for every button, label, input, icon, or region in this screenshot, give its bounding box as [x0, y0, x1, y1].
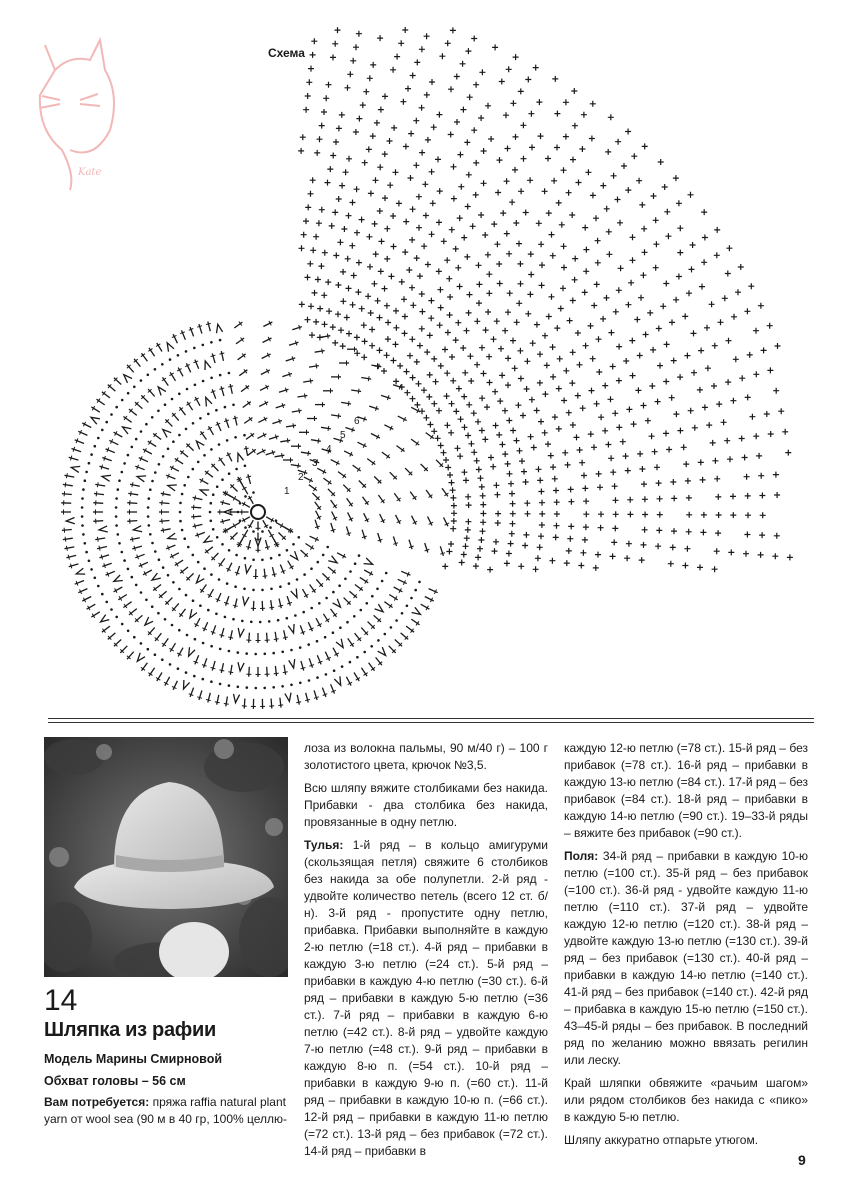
instructions-paragraph: Край шляпки обвяжите «рачьим шагом» или рядом столбиков без накида с «пико» в каждую 5-ю петлю.: [564, 1076, 808, 1124]
instructions-brim: Поля: 34-й ряд – прибавки в каждую 10-ю петлю (=100 ст.). 35-й ряд – без прибавок (=100 ст.). 36-й ряд - удвойте каждую 11-ю петлю (=110 ст.). 37-й ряд – удвойте каждую 12-ю петлю (=120 ст.). 38-й ряд – удвойте каждую 13-ю петлю (=130 ст.). 39-й ряд – без прибавок (=130 ст.). 40-й ряд – прибавки в каждую 14-ю петлю (=140 ст.). 41-й ряд – без прибавок (=140 ст.). 42-й ряд – прибавка в каждую 15-ю петлю (=150 ст.). 43–45-й ряды – без прибавок. В последний ряд по желанию можно ввязать регилин или леску.: [564, 849, 808, 1067]
instructions-paragraph: Всю шляпу вяжите столбиками без накида. Прибавки - два столбика без накида, провязанные в одну петлю.: [304, 781, 548, 829]
divider: [48, 722, 814, 723]
designer: Модель Марины Смирновой: [44, 1052, 223, 1066]
materials-label: Вам потребуется:: [44, 1095, 150, 1109]
magic-ring: [251, 505, 265, 519]
instructions-paragraph: каждую 12-ю петлю (=78 ст.). 15-й ряд – без прибавок (=78 ст.). 16-й ряд – прибавки в каждую 13-ю петлю (=84 ст.). 17-й ряд – без прибавок (=84 ст.). 18-й ряд – прибавки в каждую 14-ю петлю (=90 ст.). 19–33-й ряды – вяжите без прибавок (=90 ст.).: [564, 741, 808, 840]
row-number-label: 3: [312, 458, 318, 469]
chart-brim-wedge: [234, 27, 793, 573]
cat-logo-watermark: [40, 40, 114, 190]
instructions-paragraph: лоза из волокна пальмы, 90 м/40 г) – 100 г золотистого цвета, крючок №3,5.: [304, 741, 548, 772]
row-number-label: 4: [326, 444, 332, 455]
svg-text:Kate: Kate: [78, 167, 102, 178]
instructions-column-3: [564, 740, 808, 1155]
materials-text: пряжа raffia natural plant yarn от wool sea (90 м в 40 гр, 100% целлю-: [44, 1095, 288, 1126]
row-number-label: 1: [284, 486, 290, 497]
divider: [48, 718, 814, 719]
instructions-crown: Тулья: 1-й ряд – в кольцо амигуруми (скользящая петля) свяжите 6 столбиков без накида за обе полупетли. 2-й ряд - удвойте количество петель (всего 12 ст. б/н). 3-й ряд - пропустите одну петлю, прибавка. Прибавки выполняйте в каждую 2-ю петлю (=18 ст.). 4-й ряд – прибавки в каждую 3-ю петлю (=24 ст.). 5-й ряд – прибавки в каждую 4-ю петлю (=30 ст.). 6-й ряд – прибавки в каждую 5-ю петлю (=36 ст.). 7-й ряд – прибавки в каждую 6-ю петлю (=42 ст.). 8-й ряд – удвойте каждую 7-ю петлю (=48 ст.). 9-й ряд – прибавки в каждую 8-ю п. (=54 ст.). 10-й ряд – прибавки в каждую 9-ю п. (=60 ст.). 11-й ряд – прибавки в каждую 10-ю п. (=66 ст.). 12-й ряд – прибавки в каждую 11-ю петлю (=72 ст.). 13-й ряд – без прибавок (=72 ст.). 14-й ряд – прибавки в: [304, 838, 548, 1158]
pattern-title: Шляпка из рафии: [44, 1019, 216, 1041]
hat-photo: [44, 737, 288, 977]
row-number-label: 6: [354, 416, 360, 427]
pattern-number: 14: [44, 984, 78, 1017]
head-size: Обхват головы – 56 см: [44, 1074, 186, 1088]
schema-title: Схема: [268, 46, 305, 60]
materials: [44, 1094, 294, 1128]
chart-rounds: [61, 322, 438, 709]
row-number-label: 2: [298, 472, 304, 483]
page-number: 9: [798, 1152, 806, 1168]
instructions-paragraph: Шляпу аккуратно отпарьте утюгом.: [564, 1133, 759, 1147]
row-number-label: 5: [340, 430, 346, 441]
instructions-column-2: [304, 740, 548, 1166]
